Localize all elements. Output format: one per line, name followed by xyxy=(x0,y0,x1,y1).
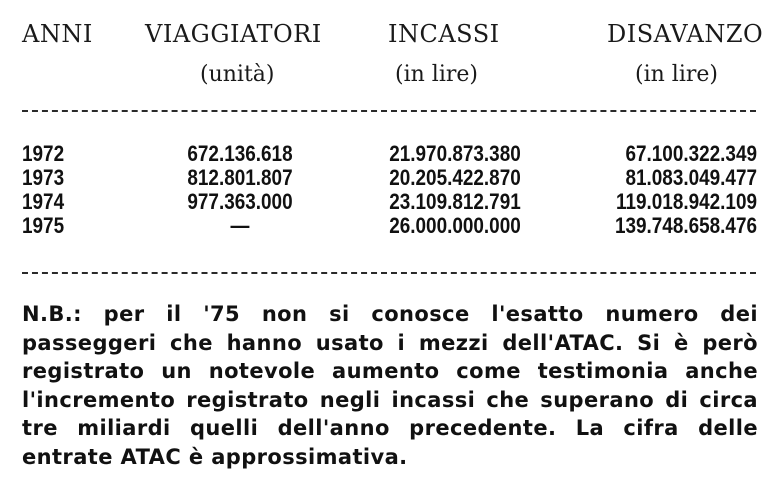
cell-anno: 1972 xyxy=(22,141,65,166)
cell-incassi: 26.000.000.000 xyxy=(389,213,521,238)
top-dashed-rule xyxy=(22,110,756,112)
subheader-viaggiatori: (unità) xyxy=(200,62,275,87)
footnote-paragraph: N.B.: per il '75 non si conosce l'esatto numero dei passeggeri che hanno usato i mezzi dell'ATAC. Si è però registrato un notevole aumento come testimonia anche l'incremento registrato negli incassi che superano di circa tre miliardi quelli dell'anno precedente. La cifra delle entrate ATAC è approssimativa. xyxy=(22,302,758,469)
cell-incassi: 23.109.812.791 xyxy=(389,189,521,214)
header-anni: ANNI xyxy=(22,20,93,48)
cell-incassi: 21.970.873.380 xyxy=(389,141,521,166)
cell-disavanzo: 139.748.658.476 xyxy=(614,213,757,238)
cell-viaggiatori: 812.801.807 xyxy=(187,165,293,190)
cell-anno: 1974 xyxy=(22,189,65,214)
cell-anno: 1973 xyxy=(22,165,65,190)
cell-disavanzo: 81.083.049.477 xyxy=(625,165,757,190)
cell-viaggiatori: 672.136.618 xyxy=(187,141,293,166)
cell-viaggiatori: 977.363.000 xyxy=(187,189,293,214)
subheader-incassi: (in lire) xyxy=(395,62,478,87)
bottom-dashed-rule xyxy=(22,272,756,274)
cell-incassi: 20.205.422.870 xyxy=(389,165,521,190)
cell-viaggiatori: — xyxy=(230,213,250,238)
header-disavanzo: DISAVANZO xyxy=(607,20,764,48)
cell-anno: 1975 xyxy=(22,213,65,238)
header-viaggiatori: VIAGGIATORI xyxy=(145,20,322,48)
cell-disavanzo: 119.018.942.109 xyxy=(616,189,757,214)
subheader-disavanzo: (in lire) xyxy=(635,62,718,87)
header-incassi: INCASSI xyxy=(388,20,500,48)
cell-disavanzo: 67.100.322.349 xyxy=(625,141,757,166)
